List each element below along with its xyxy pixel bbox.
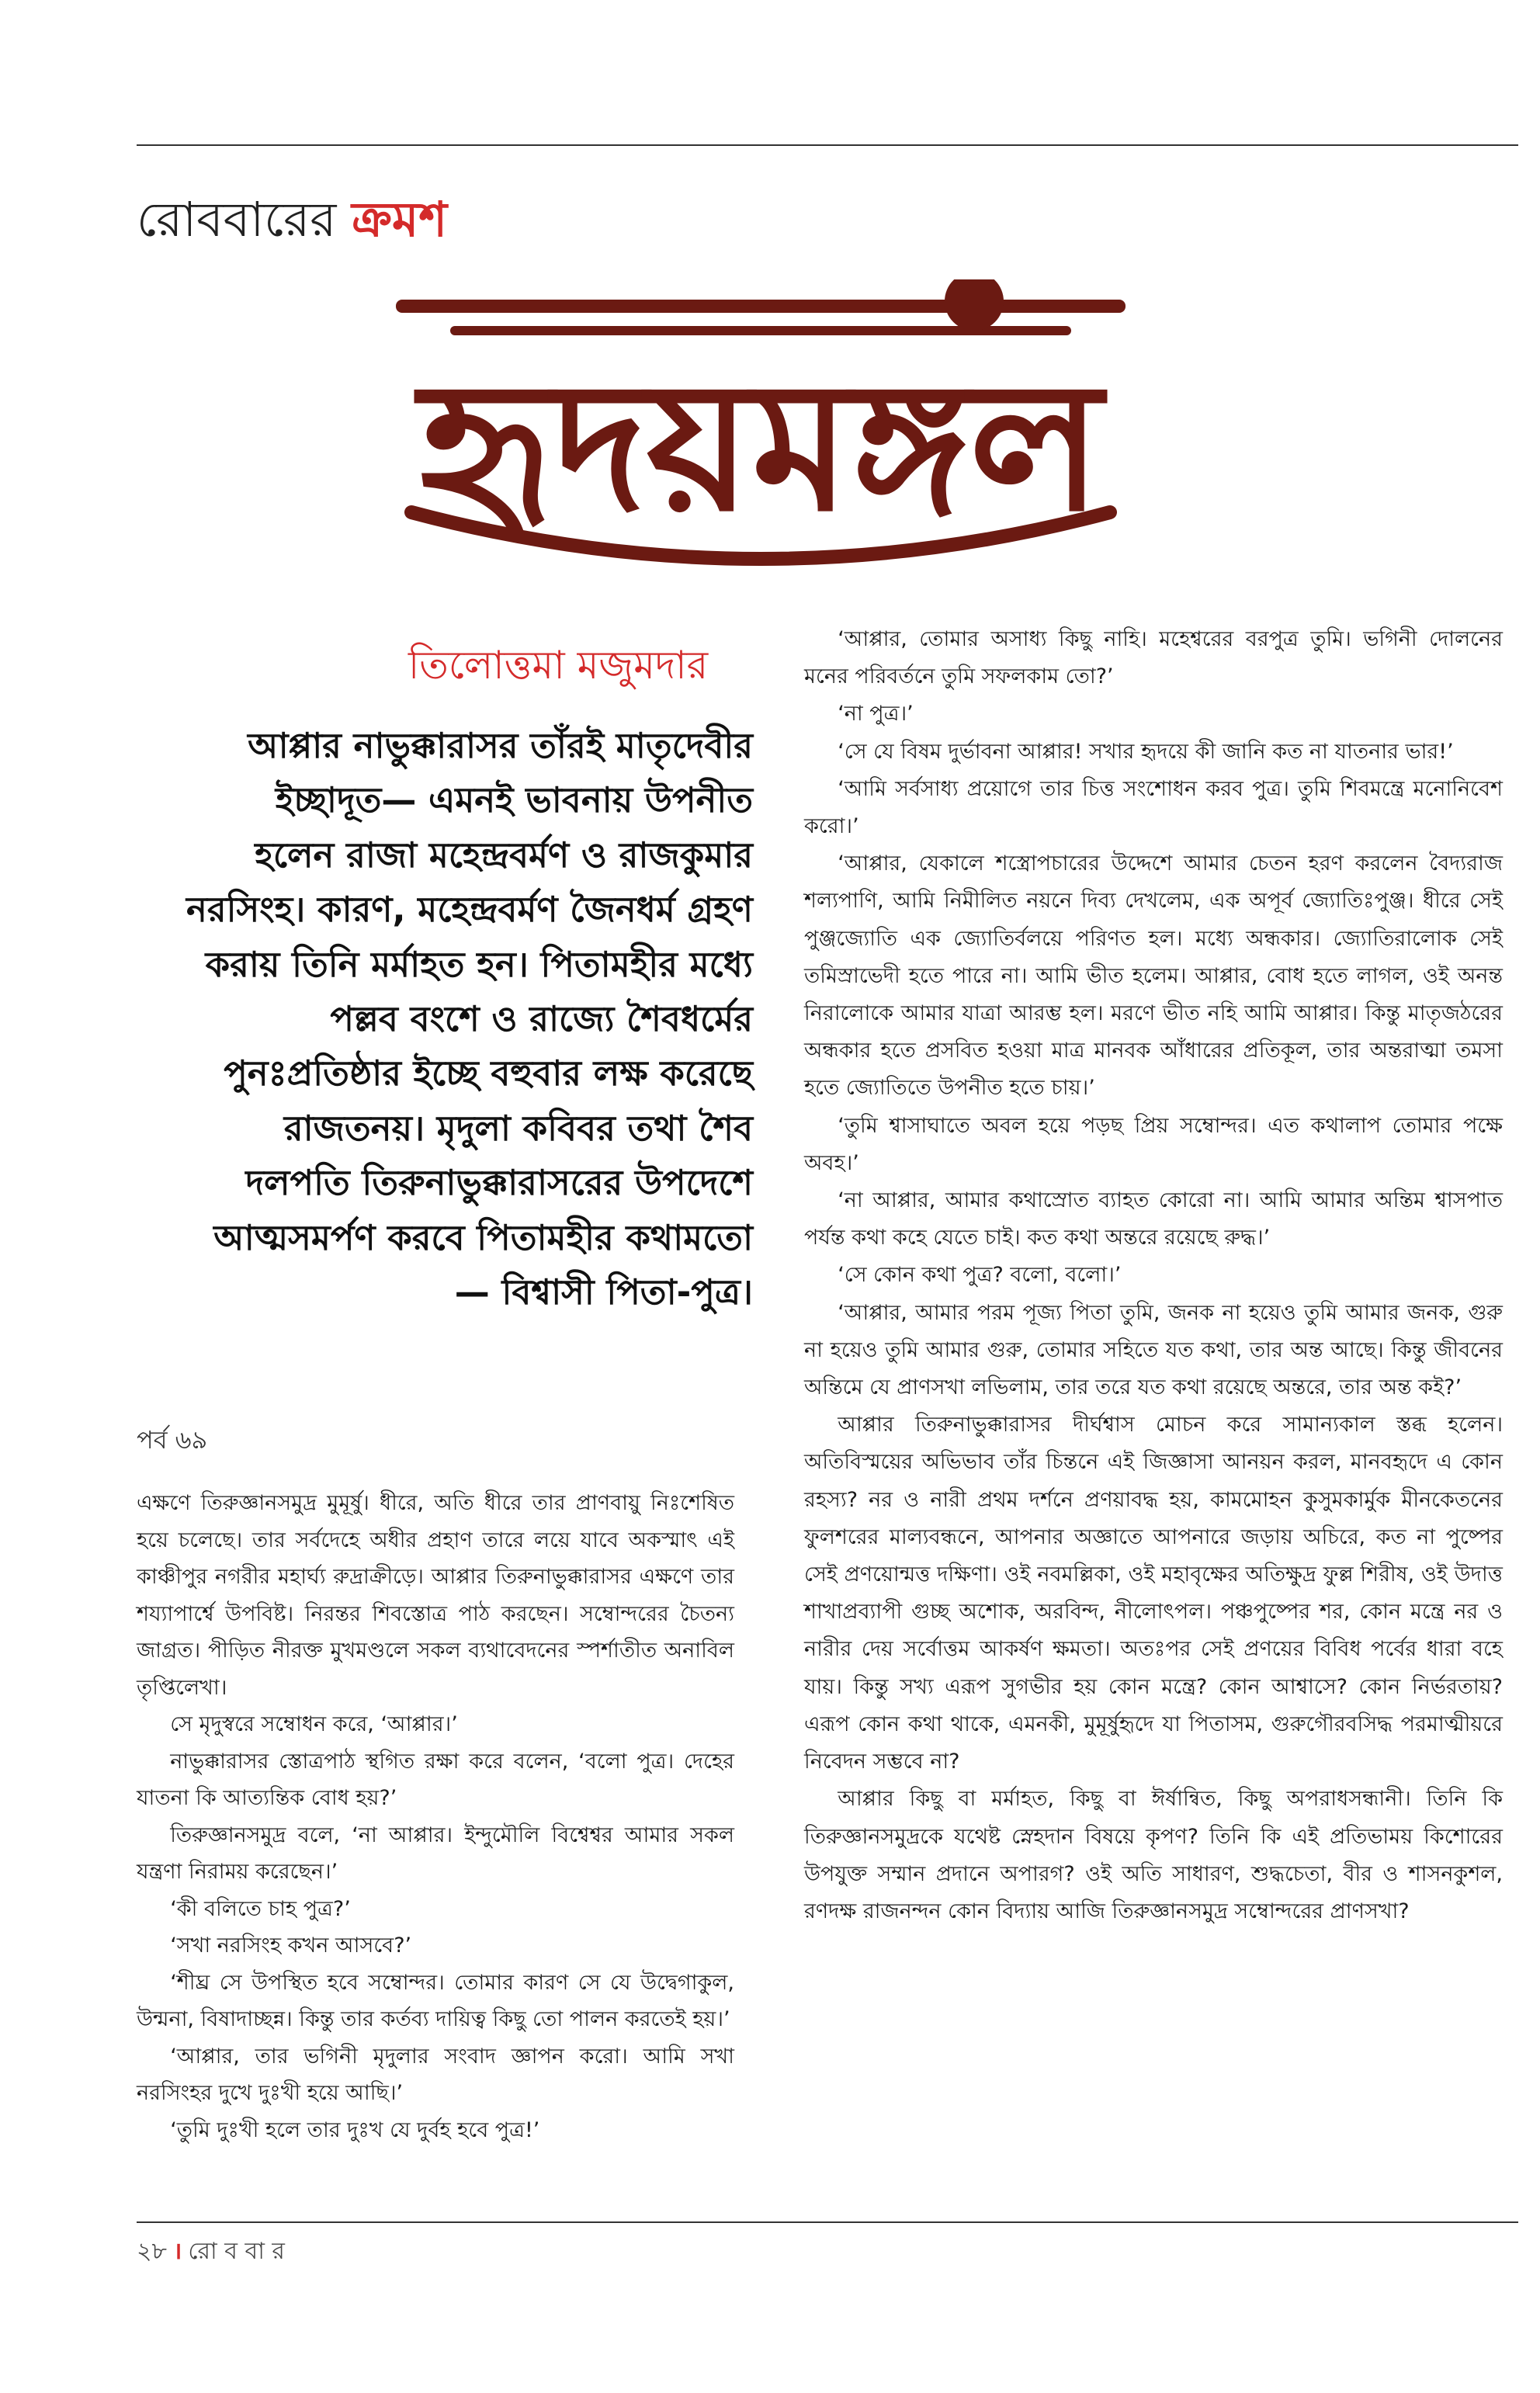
- paragraph: ‘আপ্পার, আমার পরম পূজ্য পিতা তুমি, জনক না হয়েও তুমি আমার জনক, গুরু না হয়েও তুমি আমার গুরু, তোমার সহিতে যত কথা, তার অন্ত আছে। কিন্তু জীবনের অন্তিমে যে প্রাণসখা লভিলাম, তার তরে যত কথা রয়েছে অন্তরে, তার অন্ত কই?’: [804, 1300, 1503, 1400]
- section-title: [137, 183, 447, 263]
- footer-separator: ।: [172, 2238, 182, 2265]
- page-footer: [137, 2232, 285, 2272]
- author-name: তিলোত্তমা মজুমদার: [408, 643, 709, 688]
- paragraph: সে মৃদুস্বরে সম্বোধন করে, ‘আপ্পার।’: [170, 1712, 458, 1736]
- right-column: [804, 621, 1503, 1930]
- paragraph: নাভুক্কারাসর স্তোত্রপাঠ স্থগিত রক্ষা করে বলেন, ‘বলো পুত্র। দেহের যাতনা কি আত্যন্তিক বোধ হয়?’: [137, 1749, 734, 1810]
- section-title-prefix: রোববারের: [137, 191, 337, 248]
- paragraph: ‘না পুত্র।’: [838, 702, 914, 727]
- paragraph: ‘সে যে বিষম দুর্ভাবনা আপ্পার! সখার হৃদয়ে কী জানি কত না যাতনার ভার!’: [838, 739, 1454, 764]
- paragraph: ‘আমি সর্বসাধ্য প্রয়োগে তার চিত্ত সংশোধন করব পুত্র। তুমি শিবমন্ত্রে মনোনিবেশ করো।’: [804, 776, 1503, 839]
- paragraph: ‘শীঘ্র সে উপস্থিত হবে সম্বোন্দর। তোমার কারণ সে যে উদ্বেগাকুল, উন্মনা, বিষাদাচ্ছন্ন। কিন্তু তার কর্তব্য দায়িত্ব কিছু তো পালন করতেই হয়।’: [137, 1970, 734, 2031]
- paragraph: ‘সখা নরসিংহ কখন আসবে?’: [170, 1933, 412, 1958]
- page-number: ২৮: [137, 2238, 167, 2265]
- publication-name: রো ব বা র: [188, 2238, 285, 2265]
- paragraph: এক্ষণে তিরুজ্ঞানসমুদ্র মুমূর্ষু। ধীরে, অতি ধীরে তার প্রাণবায়ু নিঃশেষিত হয়ে চলেছে। তার সর্বদেহে অধীর প্রহাণ তারে লয়ে যাবে অকস্মাৎ এই কাঞ্চীপুর নগরীর মহার্ঘ্য রুদ্রাক্রীড়ে। আপ্পার তিরুনাভুক্কারাসর এক্ষণে তার শয্যাপার্শ্বে উপবিষ্ট। নিরন্তর শিবস্তোত্র পাঠ করছেন। সম্বোন্দরের চৈতন্য জাগ্রত। পীড়িত নীরক্ত মুখমণ্ডলে সকল ব্যথাবেদনের স্পর্শাতীত অনাবিল তৃপ্তিলেখা।: [137, 1491, 734, 1700]
- masthead-dot: [945, 279, 1004, 331]
- paragraph: ‘তুমি শ্বাসাঘাতে অবল হয়ে পড়ছ প্রিয় সম্বোন্দর। এত কথালাপ তোমার পক্ষে অবহ।’: [804, 1113, 1503, 1175]
- paragraph: ‘আপ্পার, যেকালে শস্ত্রোপচারের উদ্দেশে আমার চেতন হরণ করলেন বৈদ্যরাজ শল্যপাণি, আমি নিমীলিত নয়নে দিব্য দেখলেম, এক অপূর্ব জ্যোতিঃপুঞ্জ। ধীরে সেই পুঞ্জজ্যোতি এক জ্যোতির্বলয়ে পরিণত হল। মধ্যে অন্ধকার। জ্যোতিরালোক সেই তমিস্রাভেদী হতে পারে না। আমি ভীত হলেম। আপ্পার, বোধ হতে লাগল, ওই অনন্ত নিরালোকে আমার যাত্রা আরম্ভ হল। মরণে ভীত নহি আমি আপ্পার। কিন্তু মাতৃজঠরের অন্ধকার হতে প্রসবিত হওয়া মাত্র মানবক আঁধারের প্রতিকূল, তার অন্তরাত্মা তমসা হতে জ্যোতিতে উপনীত হতে চায়।’: [804, 851, 1503, 1101]
- left-column: [137, 1485, 734, 2148]
- paragraph: ‘না আপ্পার, আমার কথাস্রোত ব্যাহত কোরো না। আমি আমার অন্তিম শ্বাসপাত পর্যন্ত কথা কহে যেতে চাই। কত কথা অন্তরে রয়েছে রুদ্ধ।’: [804, 1188, 1503, 1250]
- masthead-title: হৃদয়মঙ্গল: [419, 344, 1102, 551]
- paragraph: ‘তুমি দুঃখী হলে তার দুঃখ যে দুর্বহ হবে পুত্র!’: [170, 2117, 540, 2142]
- section-title-accent: ক্রমশ: [352, 191, 448, 248]
- episode-label: পর্ব ৬৯: [137, 1425, 208, 1455]
- paragraph: আপ্পার তিরুনাভুক্কারাসর দীর্ঘশ্বাস মোচন করে সামান্যকাল স্তব্ধ হলেন। অতিবিস্ময়ের অভিভাব তাঁর চিন্তনে এই জিজ্ঞাসা আনয়ন করল, মানবহৃদে এ কোন রহস্য? নর ও নারী প্রথম দর্শনে প্রণয়াবদ্ধ হয়, কামমোহন কুসুমকার্মুক মীনকেতনের ফুলশরের মাল্যবন্ধনে, আপনার অজ্ঞাতে আপনারে জড়ায় অচিরে, কত না পুষ্পের সেই প্রণয়োন্মত্ত দক্ষিণা। ওই নবমল্লিকা, ওই মহাবৃক্ষের অতিক্ষুদ্র ফুল্ল শিরীষ, ওই উদাত্ত শাখাপ্রব্যাপী গুচ্ছ অশোক, অরবিন্দ, নীলোৎপল। পঞ্চপুষ্পের শর, কোন মন্ত্রে নর ও নারীর দেয় সর্বোত্তম আকর্ষণ ক্ষমতা। অতঃপর সেই প্রণয়ের বিবিধ পর্বের ধারা বহে যায়। কিন্তু সখ্য এরূপ সুগভীর হয় কোন মন্ত্রে? কোন আশ্বাসে? কোন নির্ভরতায়? এরূপ কোন কথা থাকে, এমনকী, মুমূর্ষুহৃদে যা পিতাসম, গুরুগৌরবসিদ্ধ পরমাত্মীয়রে নিবেদন সম্ভবে না?: [804, 1413, 1503, 1774]
- masthead-top-bar: [396, 300, 1126, 313]
- masthead-logo: [365, 279, 1157, 621]
- paragraph: ‘আপ্পার, তোমার অসাধ্য কিছু নাহি। মহেশ্বরের বরপুত্র তুমি। ভগিনী দোলনের মনের পরিবর্তনে তুমি সফলকাম তো?’: [804, 627, 1503, 689]
- paragraph: আপ্পার কিছু বা মর্মাহত, কিছু বা ঈর্ষান্বিত, কিছু অপরাধসন্ধানী। তিনি কি তিরুজ্ঞানসমুদ্রকে যথেষ্ট স্নেহদান বিষয়ে কৃপণ? তিনি কি এই প্রতিভাময় কিশোরের উপযুক্ত সম্মান প্রদানে অপারগ? ওই অতি সাধারণ, শুদ্ধচেতা, বীর ও শাসনকুশল, রণদক্ষ রাজনন্দন কোন বিদ্যায় আজি তিরুজ্ঞানসমুদ্র সম্বোন্দরের প্রাণসখা?: [804, 1787, 1503, 1923]
- paragraph: ‘আপ্পার, তার ভগিনী মৃদুলার সংবাদ জ্ঞাপন করো। আমি সখা নরসিংহর দুখে দুঃখী হয়ে আছি।’: [137, 2044, 734, 2105]
- paragraph: তিরুজ্ঞানসমুদ্র বলে, ‘না আপ্পার। ইন্দুমৌলি বিশ্বেশ্বর আমার সকল যন্ত্রণা নিরাময় করেছেন।’: [137, 1822, 734, 1884]
- paragraph: ‘কী বলিতে চাহ পুত্র?’: [170, 1896, 351, 1921]
- serial-masthead: [365, 279, 1157, 621]
- top-rule: [137, 144, 1518, 146]
- paragraph: ‘সে কোন কথা পুত্র? বলো, বলো।’: [838, 1263, 1122, 1288]
- intro-blurb: আপ্পার নাভুক্কারাসর তাঁরই মাতৃদেবীর ইচ্ছাদূত— এমনই ভাবনায় উপনীত হলেন রাজা মহেন্দ্রবর্মণ ও রাজকুমার নরসিংহ। কারণ, মহেন্দ্রবর্মণ জৈনধর্ম গ্রহণ করায় তিনি মর্মাহত হন। পিতামহীর মধ্যে পল্লব বংশে ও রাজ্যে শৈবধর্মের পুনঃপ্রতিষ্ঠার ইচ্ছে বহুবার লক্ষ করেছে রাজতনয়। মৃদুলা কবিবর তথা শৈব দলপতি তিরুনাভুক্কারাসরের উপদেশে আত্মসমর্পণ করবে পিতামহীর কথামতো— বিশ্বাসী পিতা-পুত্র।: [186, 725, 754, 1313]
- bottom-rule: [137, 2221, 1518, 2223]
